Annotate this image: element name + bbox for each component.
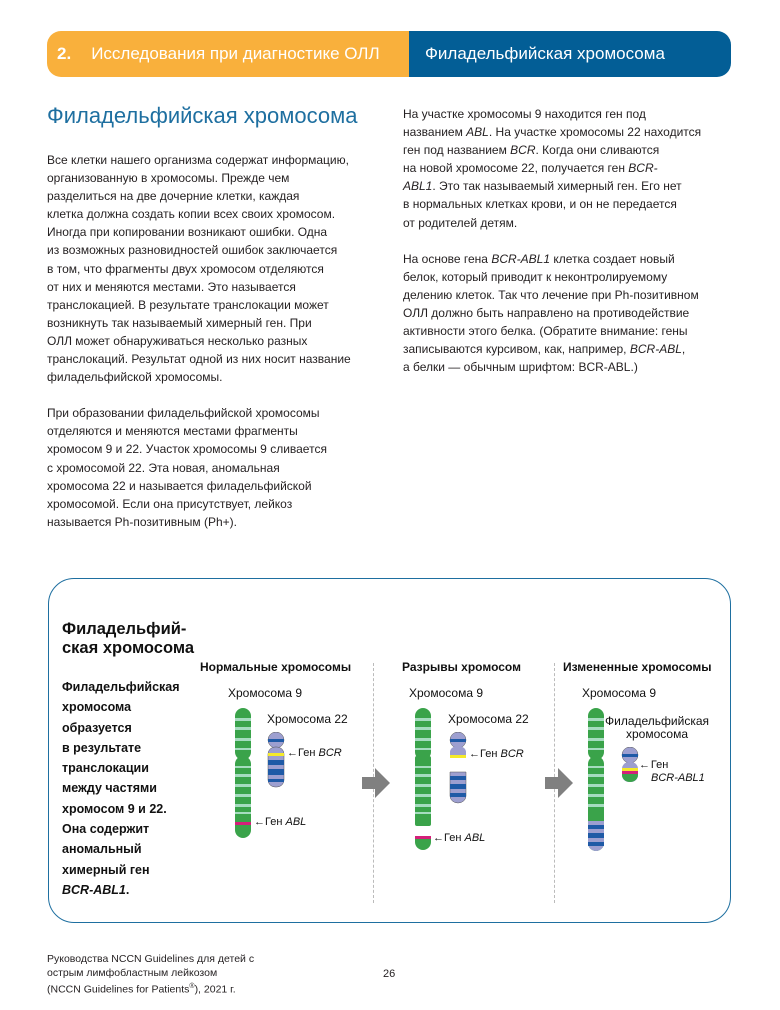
chr9-label: Хромосома 9 [228,686,303,700]
text-line: ОЛЛ может обнаруживаться несколько разных [47,333,308,348]
chromosome-9-changed [586,708,608,856]
text-line: ген под названием BCR. Когда они сливаются [403,143,660,158]
text-line: в том, что фрагменты двух хромосом отделяются [47,261,324,276]
ph-chromosome-label: Филадельфийская хромосома [605,714,709,741]
gene-bcr-label: ←Ген BCR [469,748,524,760]
panel-title-changed: Измененные хромосомы [563,660,712,674]
text-line: в нормальных клетках крови, и он не передается [403,197,677,212]
text-line: записываются курсивом, как, например, BCR-ABL, [403,342,686,357]
chromosome-22-normal [267,732,287,788]
footer-citation: Руководства NCCN Guidelines для детей с острым лимфобластным лейкозом (NCCN Guidelines for Patients®), 2021 г. [47,953,255,996]
section-number: 2. [57,44,72,63]
text-line: хромосомой. Если она присутствует, лейкоз [47,496,293,511]
arrow-right-icon [362,768,390,798]
paragraph-protein [403,250,733,377]
chr9-label: Хромосома 9 [582,686,657,700]
panel-title-breaks: Разрывы хромосом [402,660,521,674]
text-line: а белки — обычным шрифтом: BCR-ABL.) [403,360,638,375]
gene-bcr-label: ←Ген BCR [287,747,342,759]
paragraph-formation [47,404,382,531]
panel-title-normal: Нормальные хромосомы [200,660,352,674]
text-line: транслокаций. Результат одной из них носит название [47,352,351,367]
text-line: названием ABL. На участке хромосомы 22 находится [403,125,702,140]
subsection-title: Филадельфийская хромосома [425,44,665,63]
section-header-bar [47,31,731,77]
figure-description: Филадельфийская хромосома образуется в результате транслокации между частями хромосом 9 и 22. Она содержит аномальный химерный ген BCR-ABL1. [62,680,180,897]
arrow-right-icon [545,768,573,798]
chromosome-9-normal [233,708,255,838]
page-title: Филадельфийская хромосома [47,103,358,128]
philadelphia-chromosome [621,747,641,787]
text-line: хромосома 22 и называется филадельфийской [47,478,312,493]
text-line: разделиться на две дочерние клетки, каждая [47,189,300,204]
text-line: хромосом 9 и 22. Участок хромосомы 9 сливается [47,442,327,457]
figure-philadelphia-chromosome [48,578,731,923]
text-line: ОЛЛ должно быть направлено на противодействие [403,305,690,320]
paragraph-genes [403,105,733,232]
gene-abl-label: ←Ген ABL [254,816,307,828]
gene-bcr-abl1-label: ← Ген BCR-ABL1 [639,759,705,784]
text-line: На основе гена BCR-ABL1 клетка создает новый [403,251,675,266]
text-line: Все клетки нашего организма содержат информацию, [47,153,349,167]
text-line: На участке хромосомы 9 находится ген под [403,107,646,121]
left-column [47,151,382,549]
paragraph-intro [47,151,382,386]
text-line: филадельфийской хромосомы. [47,370,223,385]
text-line: активности этого белка. (Обратите внимание: гены [403,324,688,339]
text-line: При образовании филадельфийской хромосомы [47,406,320,421]
chr22-label: Хромосома 22 [267,712,348,726]
right-column [403,105,733,394]
chromosome-9-broken [413,708,435,856]
figure-title: Филадельфий- ская хромосома [62,620,194,657]
text-line: клетка должна создать копии всех своих хромосом. [47,207,336,222]
text-line: организованную в хромосомы. Прежде чем [47,171,290,186]
text-line: с хромосомой 22. Эта новая, аномальная [47,460,280,475]
gene-abl-label: ←Ген ABL [433,832,486,844]
text-line: делению клеток. Так что лечение при Ph-позитивном [403,287,699,302]
chromosome-22-broken [449,732,469,812]
section-tab[interactable] [47,31,409,77]
subsection-tab[interactable] [409,31,731,77]
section-title: Исследования при диагностике ОЛЛ [91,44,380,63]
text-line: ABL1. Это так называемый химерный ген. Его нет [403,179,682,194]
text-line: транслокацией. В результате транслокации может [47,297,329,312]
text-line: Иногда при копировании возникают ошибки. Одна [47,225,328,240]
text-line: на новой хромосоме 22, получается ген BCR- [403,161,658,176]
text-line: отделяются и меняются местами фрагменты [47,424,298,439]
text-line: белок, который приводит к неконтролируемому [403,269,668,284]
chr22-label: Хромосома 22 [448,712,529,726]
text-line: возникнуть так называемый химерный ген. При [47,315,312,330]
chr9-label: Хромосома 9 [409,686,484,700]
text-line: от них и меняются местами. Это называется [47,279,296,294]
text-line: от родителей детям. [403,215,518,230]
page-number: 26 [383,968,396,980]
text-line: называется Ph-позитивным (Ph+). [47,514,238,529]
text-line: из возможных разновидностей ошибок заключается [47,243,338,258]
